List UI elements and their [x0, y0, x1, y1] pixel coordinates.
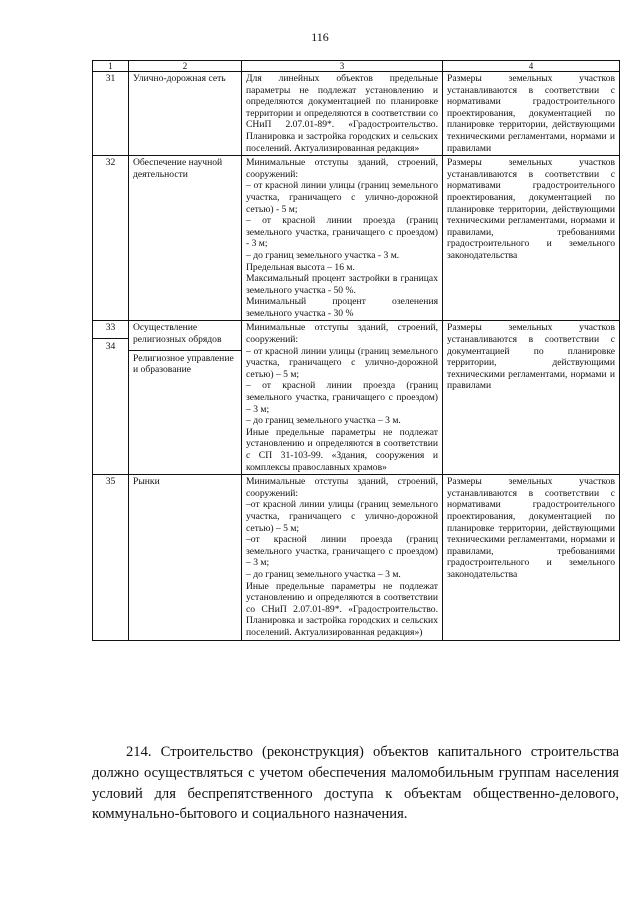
row-number: 35: [93, 475, 129, 640]
page-number: 116: [311, 30, 329, 44]
regulations-table: [92, 60, 620, 641]
use-type-name: Улично-дорожная сеть: [129, 72, 242, 156]
parameter-line: Минимальные отступы зданий, строений, сооружений:: [246, 322, 438, 346]
row-number: 32: [93, 156, 129, 321]
header-cell: 3: [242, 61, 443, 72]
use-type-name-group: [129, 321, 242, 475]
parameter-line: Иные предельные параметры не подлежат установлению и определяются в соответствии со СНиП 2.07.01-89*. «Градостроительство. Планировка и застройка городских и сельских поселений. Актуализированная редакция»): [246, 580, 438, 638]
parameter-line: Максимальный процент застройки в границах земельного участка - 50 %.: [246, 273, 438, 296]
table-row: [93, 321, 620, 475]
parameter-line: – от красной линии улицы (границ земельного участка, граничащего с улично-дорожной сетью) - 5 м;: [246, 180, 438, 215]
parameter-line: – до границ земельного участка - 3 м.: [246, 249, 400, 261]
use-type-name: Рынки: [129, 475, 242, 640]
parameter-line: Минимальные отступы зданий, строений, сооружений:: [246, 476, 438, 499]
parameter-line: – от красной линии проезда (границ земельного участка, граничащего с проездом) – 3 м;: [246, 380, 438, 415]
row-number: 33: [105, 322, 116, 334]
header-cell: 4: [443, 61, 620, 72]
plot-size-cell: Размеры земельных участков устанавливаются в соответствии с нормативами градостроительного проектирования, документацией по планировке территории, действующими техническими регламентами, нормами и правилами, требованиями градостроительного и земельного законодательства: [443, 475, 620, 640]
table-row: [93, 156, 620, 321]
parameter-line: Минимальные отступы зданий, строений, сооружений:: [246, 157, 438, 180]
header-cell: 1: [93, 61, 129, 72]
plot-size-cell: Размеры земельных участков устанавливаются в соответствии с нормативами градостроительного проектирования, документацией по планировке территории, действующими техническими регламентами, нормами и правилами: [443, 72, 620, 156]
parameter-line: – до границ земельного участка – 3 м.: [246, 415, 401, 427]
row-number-group: [93, 321, 129, 475]
table-header-row: [93, 61, 620, 72]
parameter-line: Минимальный процент озеленения земельного участка - 30 %: [246, 296, 438, 319]
parameters-cell: [242, 475, 443, 640]
parameters-cell: [242, 72, 443, 156]
plot-size-cell: Размеры земельных участков устанавливаются в соответствии с документацией по планировке территории, действующими техническими регламентами, нормами и правилами: [443, 321, 620, 475]
parameter-line: Для линейных объектов предельные параметры не подлежат установлению и определяются документацией по планировке территории и определяются в соответствии со СНиП 2.07.01-89*. «Градостроительство. Планировка и застройка городских и сельских поселений. Актуализированная редакция»: [246, 73, 438, 154]
parameter-line: Предельная высота – 16 м.: [246, 261, 355, 273]
parameters-cell: [242, 321, 443, 475]
parameters-cell: [242, 156, 443, 321]
row-number: 34: [93, 338, 128, 353]
parameter-line: –от красной линии улицы (границ земельного участка, граничащего с улично-дорожной сетью) – 5 м;: [246, 499, 438, 534]
row-number: 31: [93, 72, 129, 156]
parameter-line: – от красной линии улицы (границ земельного участка, граничащего с улично-дорожной сетью) – 5 м;: [246, 345, 438, 380]
use-type-name: Обеспечение научной деятельности: [129, 156, 242, 321]
parameter-line: –от красной линии проезда (границ земельного участка, граничащего с проездом) – 3 м;: [246, 534, 438, 569]
paragraph-214: 214. Строительство (реконструкция) объектов капитального строительства должно осуществляться с учетом обеспечения маломобильным группам населения условий для беспрепятственного доступа к объектам общественно-делового, коммунально-бытового и социального назначения.: [92, 744, 619, 823]
table-row: [93, 475, 620, 640]
table-row: [93, 72, 620, 156]
plot-size-cell: Размеры земельных участков устанавливаются в соответствии с нормативами градостроительного проектирования, документацией по планировке территории, действующими техническими регламентами, нормами и правилами, требованиями градостроительного и земельного законодательства: [443, 156, 620, 321]
use-type-name: Религиозное управление и образование: [129, 350, 241, 376]
use-type-name: Осуществление религиозных обрядов: [133, 322, 222, 346]
parameter-line: – от красной линии проезда (границ земельного участка, граничащего с проездом) - 3 м;: [246, 215, 438, 250]
parameter-line: – до границ земельного участка – 3 м.: [246, 568, 401, 580]
header-cell: 2: [129, 61, 242, 72]
parameter-line: Иные предельные параметры не подлежат установлению и определяются в соответствии с СП 31-103-99. «Здания, сооружения и комплексы православных храмов»: [246, 426, 438, 473]
